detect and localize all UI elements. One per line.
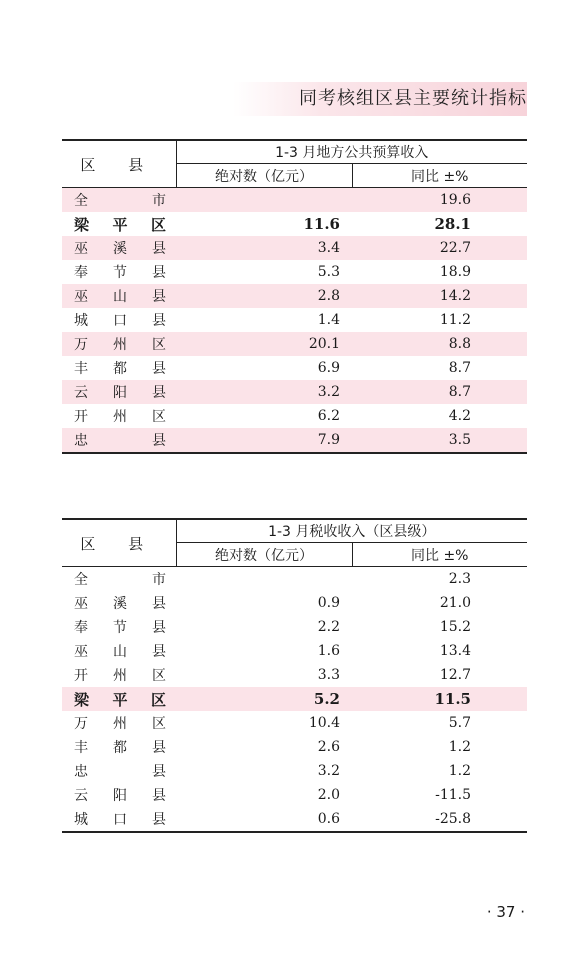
district-name [62, 308, 176, 332]
district-name-char: 县 [152, 361, 166, 377]
district-name-char: 开 [74, 409, 88, 425]
yoy-value: 11.2 [439, 312, 471, 328]
district-name-char: 县 [152, 265, 166, 281]
table-row [62, 591, 527, 615]
district-name [62, 591, 176, 615]
absolute-value: 2.0 [317, 787, 340, 803]
district-name-char: 阳 [113, 788, 127, 804]
district-name-char: 奉 [74, 620, 88, 636]
district-name-char: 县 [152, 433, 166, 449]
district-name-char: 万 [74, 337, 88, 353]
district-name [62, 615, 176, 639]
table-row [62, 404, 527, 428]
absolute-value: 2.8 [176, 284, 352, 308]
yoy-value: 8.7 [448, 360, 471, 376]
absolute-value: 2.6 [317, 739, 340, 755]
district-name-char: 平 [112, 215, 128, 234]
table-row [62, 356, 527, 380]
yoy-value: 11.5 [352, 687, 527, 711]
district-name-char: 山 [113, 644, 127, 660]
yoy-value: -25.8 [352, 807, 527, 832]
table-row [62, 807, 527, 832]
district-name-char: 县 [152, 620, 166, 636]
table-row [62, 212, 527, 236]
yoy-value: 8.8 [352, 332, 527, 356]
yoy-value: 13.4 [439, 643, 471, 659]
table-row [62, 567, 527, 592]
district-name-char: 忠 [74, 433, 88, 449]
district-name-char: 区 [152, 337, 166, 353]
district-name-char: 县 [152, 740, 166, 756]
district-name [62, 404, 176, 428]
district-name-char: 县 [152, 764, 166, 780]
district-name-char: 区 [152, 409, 166, 425]
table-row [62, 308, 527, 332]
district-name-char: 都 [113, 740, 127, 756]
district-name-char: 节 [113, 265, 127, 281]
yoy-value: 21.0 [439, 595, 471, 611]
district-name [62, 356, 176, 380]
absolute-value: 7.9 [176, 428, 352, 453]
yoy-value: 19.6 [352, 188, 527, 213]
district-name-char: 县 [152, 812, 166, 828]
district-name-char: 溪 [113, 596, 127, 612]
district-name-char: 巫 [74, 241, 88, 257]
table-row [62, 260, 527, 284]
absolute-value [176, 567, 352, 592]
district-name [62, 759, 176, 783]
absolute-value: 20.1 [176, 332, 352, 356]
district-name-char: 区 [152, 716, 166, 732]
group-header: 1-3 月地方公共预算收入 [176, 140, 527, 164]
absolute-value: 1.6 [317, 643, 340, 659]
yoy-value: 2.3 [448, 571, 471, 587]
district-name-char: 都 [113, 361, 127, 377]
district-name-char: 县 [152, 644, 166, 660]
district-name-char: 全 [74, 572, 88, 588]
yoy-value: 1.2 [448, 739, 471, 755]
district-name-char: 区 [152, 668, 166, 684]
tax-revenue-table [62, 518, 527, 833]
table-row [62, 428, 527, 453]
absolute-value: 6.2 [317, 408, 340, 424]
district-name-char: 全 [74, 193, 88, 209]
absolute-value: 1.4 [317, 312, 340, 328]
district-name [62, 735, 176, 759]
district-name-char: 梁 [74, 690, 90, 709]
district-header: 区 县 [62, 519, 176, 567]
district-name-char: 忠 [74, 764, 88, 780]
district-name [62, 807, 176, 832]
table-row [62, 663, 527, 687]
district-name [62, 783, 176, 807]
district-name-char: 口 [113, 313, 127, 329]
yoy-value: 4.2 [448, 408, 471, 424]
absolute-value: 11.6 [303, 215, 340, 233]
table-row [62, 615, 527, 639]
district-name [62, 663, 176, 687]
district-name-char: 巫 [74, 289, 88, 305]
absolute-value: 0.6 [176, 807, 352, 832]
yoy-value: -11.5 [435, 787, 471, 803]
table-row [62, 380, 527, 404]
district-name-char: 市 [152, 193, 166, 209]
absolute-column-header: 绝对数（亿元） [176, 543, 352, 567]
absolute-value: 6.9 [317, 360, 340, 376]
district-name [62, 567, 176, 592]
table-row [62, 639, 527, 663]
absolute-value [176, 188, 352, 213]
district-name [62, 236, 176, 260]
district-name-char: 区 [150, 690, 166, 709]
yoy-value: 5.7 [448, 715, 471, 731]
district-name-char: 山 [113, 289, 127, 305]
group-header: 1-3 月税收收入（区县级） [176, 519, 527, 543]
absolute-value: 3.2 [176, 380, 352, 404]
district-header: 区 县 [62, 140, 176, 188]
table-row [62, 687, 527, 711]
district-name-char: 奉 [74, 265, 88, 281]
yoy-value: 8.7 [352, 380, 527, 404]
yoy-value: 15.2 [439, 619, 471, 635]
absolute-value: 0.9 [317, 595, 340, 611]
yoy-column-header: 同比 ±% [352, 164, 527, 188]
yoy-value: 12.7 [439, 667, 471, 683]
district-name-char: 巫 [74, 644, 88, 660]
district-name [62, 260, 176, 284]
absolute-value: 5.2 [176, 687, 352, 711]
district-name [62, 332, 176, 356]
district-name-char: 溪 [113, 241, 127, 257]
district-name-char: 梁 [74, 215, 90, 234]
absolute-value: 3.4 [176, 236, 352, 260]
district-name [62, 639, 176, 663]
district-name-char: 县 [152, 385, 166, 401]
district-name [62, 284, 176, 308]
district-name-char: 云 [74, 788, 88, 804]
yoy-value: 1.2 [448, 763, 471, 779]
yoy-column-header: 同比 ±% [352, 543, 527, 567]
budget-revenue-table [62, 139, 527, 454]
district-name-char: 州 [113, 409, 127, 425]
district-name-char: 城 [74, 313, 88, 329]
absolute-value: 3.2 [317, 763, 340, 779]
table-row [62, 783, 527, 807]
table-row [62, 236, 527, 260]
district-name-char: 县 [152, 289, 166, 305]
district-name [62, 212, 176, 236]
absolute-value: 5.3 [317, 264, 340, 280]
absolute-value: 2.2 [317, 619, 340, 635]
table-row [62, 332, 527, 356]
district-name-char: 县 [152, 788, 166, 804]
yoy-value: 22.7 [352, 236, 527, 260]
district-name-char: 县 [152, 241, 166, 257]
section-title: 同考核组区县主要统计指标 [299, 88, 527, 109]
district-name-char: 市 [152, 572, 166, 588]
yoy-value: 14.2 [352, 284, 527, 308]
district-name-char: 阳 [113, 385, 127, 401]
table-row [62, 284, 527, 308]
table-row [62, 711, 527, 735]
table-row [62, 759, 527, 783]
district-name-char: 州 [113, 337, 127, 353]
page-number: · 37 · [486, 903, 525, 921]
district-name [62, 188, 176, 213]
table-row [62, 188, 527, 213]
district-name-char: 口 [113, 812, 127, 828]
yoy-value: 18.9 [439, 264, 471, 280]
absolute-column-header: 绝对数（亿元） [176, 164, 352, 188]
district-name-char: 县 [152, 313, 166, 329]
district-name-char: 州 [113, 716, 127, 732]
district-name-char: 开 [74, 668, 88, 684]
district-name-char: 州 [113, 668, 127, 684]
yoy-value: 28.1 [434, 215, 471, 233]
district-name [62, 428, 176, 453]
district-name-char: 丰 [74, 740, 88, 756]
table-row [62, 735, 527, 759]
district-name-char: 云 [74, 385, 88, 401]
district-name [62, 711, 176, 735]
district-name-char: 平 [112, 690, 128, 709]
district-name-char: 万 [74, 716, 88, 732]
district-name-char: 区 [150, 215, 166, 234]
district-name-char: 节 [113, 620, 127, 636]
district-name [62, 380, 176, 404]
district-name-char: 巫 [74, 596, 88, 612]
district-name-char: 城 [74, 812, 88, 828]
district-name-char: 县 [152, 596, 166, 612]
district-name-char: 丰 [74, 361, 88, 377]
absolute-value: 10.4 [308, 715, 340, 731]
yoy-value: 3.5 [352, 428, 527, 453]
absolute-value: 3.3 [317, 667, 340, 683]
district-name [62, 687, 176, 711]
